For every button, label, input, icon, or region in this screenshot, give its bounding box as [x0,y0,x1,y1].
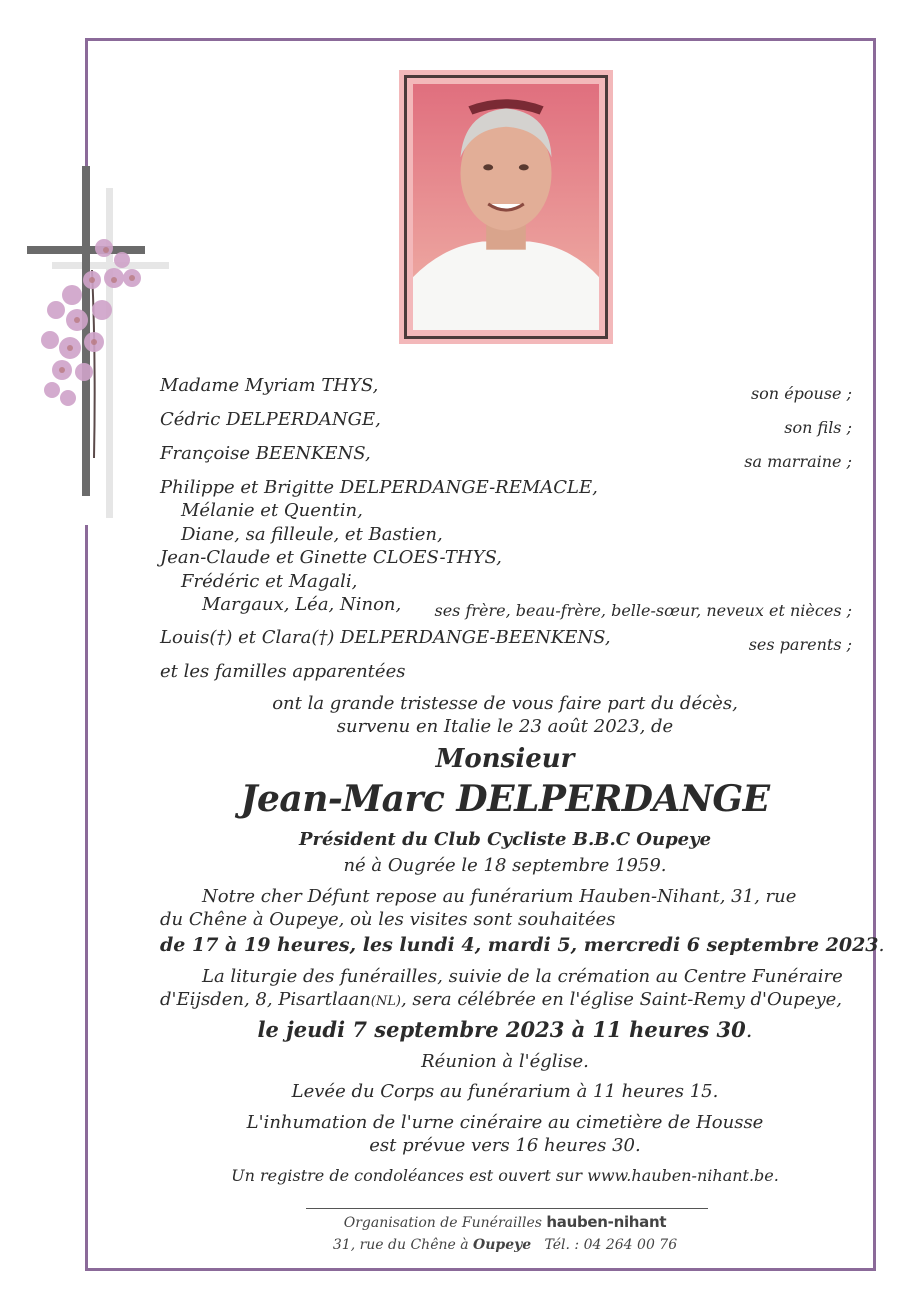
footer-divider [306,1208,708,1209]
register-line: Un registre de condoléances est ouvert sur www.hauben-nihant.be. [231,1166,779,1185]
brand-logo: hauben-nihant [546,1213,667,1231]
inhumation-line-2: est prévue vers 16 heures 30. [369,1135,641,1156]
cross-with-orchid-image [22,160,182,520]
family-relation-son: son fils ; [784,418,852,437]
sibling-line: Jean-Claude et Ginette CLOES-THYS, [160,547,502,568]
family-relation-godmother: sa marraine ; [744,452,852,471]
family-relation-spouse: son épouse ; [750,384,852,403]
families-line: et les familles apparentées [160,661,406,682]
inhumation-line-1: L'inhumation de l'urne cinéraire au cimetière de Housse [246,1112,764,1133]
announce-line-2: survenu en Italie le 23 août 2023, de [336,716,674,737]
deceased-title: Monsieur [435,744,575,774]
sibling-line: Diane, sa filleule, et Bastien, [181,524,443,545]
footer-org: Organisation de Funérailles hauben-nihant [343,1213,667,1231]
parents-name: Louis(†) et Clara(†) DELPERDANGE-BEENKENS, [160,627,611,648]
family-name-son: Cédric DELPERDANGE, [160,409,381,430]
liturgy-date: le jeudi 7 septembre 2023 à 11 heures 30. [257,1017,753,1042]
sibling-line: Margaux, Léa, Ninon, [202,594,402,615]
announce-line-1: ont la grande tristesse de vous faire part du décès, [272,693,738,714]
liturgy-line-2: d'Eijsden, 8, Pisartlaan(NL), sera célébrée en l'église Saint-Remy d'Oupeye, [160,989,843,1010]
meeting-line: Réunion à l'église. [421,1051,589,1072]
sibling-line: Frédéric et Magali, [181,571,358,592]
levee-line: Levée du Corps au funérarium à 11 heures 15. [291,1081,719,1102]
family-name-spouse: Madame Myriam THYS, [160,375,379,396]
deceased-birth: né à Ougrée le 18 septembre 1959. [343,855,667,876]
sibling-line: Mélanie et Quentin, [181,500,363,521]
family-name-godmother: Françoise BEENKENS, [160,443,371,464]
siblings-relation: ses frère, beau-frère, belle-sœur, neveux et nièces ; [434,601,852,620]
footer-address: 31, rue du Chêne à Oupeye Tél. : 04 264 00 76 [332,1237,678,1253]
portrait-frame [399,70,613,344]
deceased-name: Jean-Marc DELPERDANGE [240,778,770,820]
visits-line-1: Notre cher Défunt repose au funérarium Hauben-Nihant, 31, rue [202,886,797,907]
visits-line-2: du Chêne à Oupeye, où les visites sont souhaitées [160,909,616,930]
portrait-photo [413,84,599,330]
deceased-role: Président du Club Cycliste B.B.C Oupeye [298,829,712,850]
sibling-line: Philippe et Brigitte DELPERDANGE-REMACLE, [160,477,598,498]
visits-hours: de 17 à 19 heures, les lundi 4, mardi 5, mercredi 6 septembre 2023. [160,934,885,956]
liturgy-line-1: La liturgie des funérailles, suivie de la crémation au Centre Funéraire [202,966,843,987]
parents-relation: ses parents ; [748,635,852,654]
